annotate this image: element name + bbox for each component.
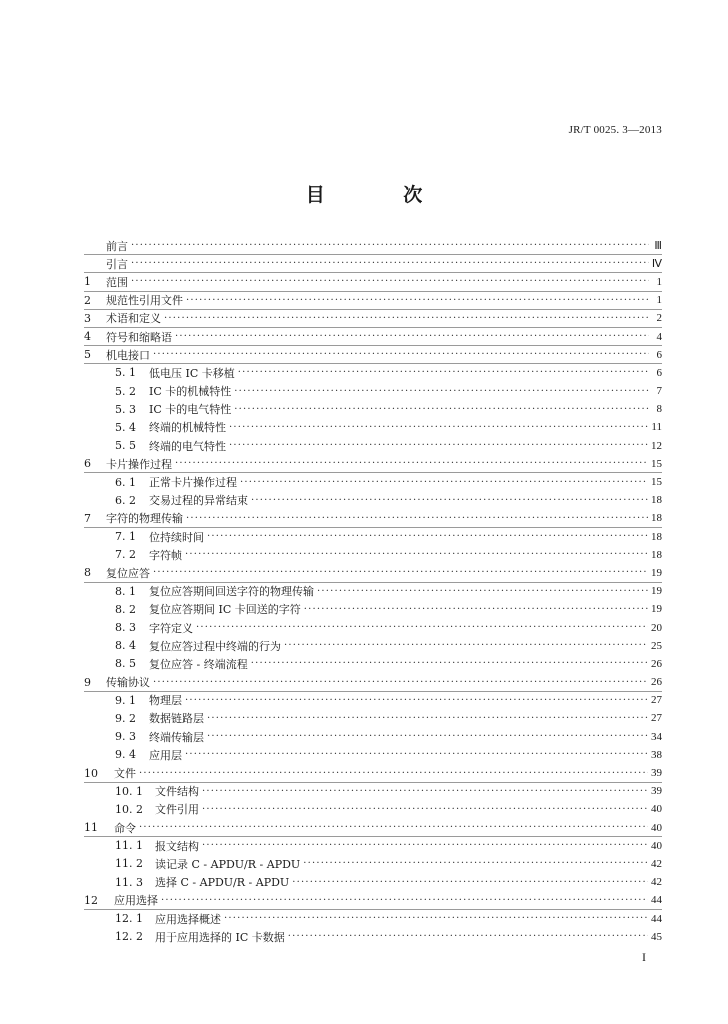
dot-leader (131, 258, 649, 269)
dot-leader (186, 513, 648, 524)
toc-entry-label: 复位应答过程中终端的行为 (149, 639, 281, 653)
toc-subentry[interactable] (84, 619, 662, 637)
toc-entry-number: 10. 2 (115, 802, 143, 816)
toc-subentry[interactable] (84, 637, 662, 655)
toc-subentry[interactable] (84, 801, 662, 819)
toc-entry-number: 8. 5 (115, 657, 136, 671)
toc-entry-page: 7 (656, 385, 662, 398)
dot-leader (202, 804, 648, 815)
toc-entry-page: 15 (651, 476, 662, 489)
toc-entry-number: 8. 1 (115, 584, 136, 598)
toc-entry-number: 6. 2 (115, 493, 136, 507)
toc-entry-label: 文件 (114, 767, 136, 781)
toc-entry-page: 1 (656, 275, 662, 288)
toc-entry-number: 10 (84, 766, 98, 780)
toc-entry-number: 5. 4 (115, 420, 136, 434)
toc-subentry[interactable] (84, 874, 662, 892)
toc-entry-label: 传输协议 (106, 676, 150, 690)
dot-leader (304, 604, 648, 615)
toc-entry[interactable] (84, 819, 662, 837)
dot-leader (240, 477, 648, 488)
toc-subentry[interactable] (84, 528, 662, 546)
toc-entry-number: 5 (84, 348, 91, 362)
toc-entry-label: 符号和缩略语 (106, 330, 172, 344)
toc-entry-label: 应用选择概述 (155, 912, 221, 926)
dot-leader (284, 640, 648, 651)
toc-entry-page: 38 (651, 748, 662, 761)
toc-entry-label: 应用层 (149, 748, 182, 762)
toc-entry-label: 复位应答 (106, 566, 150, 580)
toc-entry-number: 2 (84, 293, 91, 307)
toc-entry-number: 12. 1 (115, 912, 143, 926)
toc-entry-label: 复位应答期间 IC 卡回送的字符 (149, 603, 301, 617)
dot-leader (251, 495, 648, 506)
page-title: 目 次 (305, 184, 459, 206)
toc-entry-page: 2 (656, 312, 662, 325)
toc-entry-page: 1 (656, 294, 662, 307)
toc-entry-page: 34 (651, 730, 662, 743)
dot-leader (317, 586, 648, 597)
toc-entry-page: 44 (651, 894, 662, 907)
toc-entry-label: 规范性引用文件 (106, 294, 183, 308)
toc-entry-number: 9 (84, 675, 91, 689)
toc-entry-label: IC 卡的电气特性 (149, 403, 232, 417)
toc-entry-label: 命令 (114, 821, 136, 835)
dot-leader (202, 840, 648, 851)
dot-leader (234, 404, 649, 415)
toc-entry-page: 19 (651, 585, 662, 598)
toc-entry-label: 选择 C - APDU/R - APDU (155, 876, 290, 890)
dot-leader (303, 858, 648, 869)
toc-entry-page: 18 (651, 512, 662, 525)
toc-entry-label: 正常卡片操作过程 (149, 476, 237, 490)
toc-subentry[interactable] (84, 546, 662, 564)
dot-leader (196, 622, 648, 633)
toc-entry-number: 9. 2 (115, 711, 136, 725)
toc-entry[interactable] (84, 346, 662, 364)
toc-subentry[interactable] (84, 746, 662, 764)
toc-entry-number: 12. 2 (115, 930, 143, 944)
dot-leader (207, 531, 648, 542)
toc-subentry[interactable] (84, 383, 662, 401)
toc-subentry[interactable] (84, 855, 662, 873)
toc-entry-page: 19 (651, 566, 662, 579)
toc-subentry[interactable] (84, 401, 662, 419)
toc-entry-number: 3 (84, 311, 91, 325)
toc-entry-number: 8. 4 (115, 639, 136, 653)
toc-subentry[interactable] (84, 364, 662, 382)
toc-entry-label: 文件引用 (155, 803, 199, 817)
toc-entry-page: 25 (651, 639, 662, 652)
toc-entry-number: 11. 1 (115, 839, 143, 853)
toc-entry-number: 11. 2 (115, 857, 143, 871)
toc-entry-page: 40 (651, 803, 662, 816)
toc-entry-page: 40 (651, 821, 662, 834)
toc-subentry[interactable] (84, 710, 662, 728)
toc-entry-number: 12 (84, 893, 98, 907)
toc-entry-number: 9. 3 (115, 730, 136, 744)
page-number: I (642, 950, 646, 964)
toc-entry-page: 26 (651, 657, 662, 670)
toc-entry[interactable] (84, 510, 662, 528)
toc-entry-number: 6 (84, 457, 91, 471)
toc-entry-label: 复位应答 - 终端流程 (149, 657, 248, 671)
toc-entry-label: 术语和定义 (106, 312, 161, 326)
toc-subentry[interactable] (84, 783, 662, 801)
toc-entry-number: 4 (84, 330, 91, 344)
toc-entry-label: 字符的物理传输 (106, 512, 183, 526)
toc-entry-page: 42 (651, 857, 662, 870)
table-of-contents (84, 237, 662, 946)
dot-leader (139, 822, 648, 833)
toc-entry-page: 11 (651, 421, 662, 434)
dot-leader (153, 349, 649, 360)
toc-subentry[interactable] (84, 419, 662, 437)
toc-entry-label: 文件结构 (155, 785, 199, 799)
toc-entry-page: 26 (651, 676, 662, 689)
dot-leader (164, 313, 649, 324)
toc-entry[interactable] (84, 564, 662, 582)
toc-entry-page: 20 (651, 621, 662, 634)
toc-entry-page: 6 (656, 348, 662, 361)
dot-leader (229, 422, 648, 433)
toc-entry-number: 9. 1 (115, 693, 136, 707)
dot-leader (202, 786, 648, 797)
dot-leader (175, 331, 649, 342)
toc-entry-page: 44 (651, 912, 662, 925)
dot-leader (234, 386, 649, 397)
toc-entry-page: Ⅲ (654, 240, 662, 253)
toc-entry-page: 27 (651, 712, 662, 725)
toc-entry-page: 42 (651, 876, 662, 889)
dot-leader (185, 749, 648, 760)
toc-entry-label: IC 卡的机械特性 (149, 385, 232, 399)
toc-entry-page: 27 (651, 694, 662, 707)
toc-entry-number: 8. 3 (115, 621, 136, 635)
toc-entry-number: 5. 2 (115, 384, 136, 398)
toc-entry-label: 物理层 (149, 694, 182, 708)
toc-subentry[interactable] (84, 655, 662, 673)
toc-entry-page: 19 (651, 603, 662, 616)
dot-leader (238, 367, 649, 378)
toc-entry-page: 45 (651, 930, 662, 943)
toc-entry-page: 39 (651, 785, 662, 798)
toc-entry[interactable] (84, 328, 662, 346)
toc-entry-page: 15 (651, 457, 662, 470)
toc-entry-label: 报文结构 (155, 839, 199, 853)
dot-leader (139, 768, 648, 779)
toc-subentry[interactable] (84, 492, 662, 510)
toc-entry-page: Ⅳ (651, 258, 662, 271)
toc-entry-label: 卡片操作过程 (106, 457, 172, 471)
toc-subentry[interactable] (84, 728, 662, 746)
toc-subentry[interactable] (84, 910, 662, 928)
toc-subentry[interactable] (84, 473, 662, 491)
toc-entry-label: 数据链路层 (149, 712, 204, 726)
toc-entry-number: 1 (84, 275, 91, 289)
toc-entry-label: 复位应答期间回送字符的物理传输 (149, 585, 314, 599)
toc-subentry[interactable] (84, 928, 662, 946)
toc-entry-label: 终端的机械特性 (149, 421, 226, 435)
toc-entry-number: 8 (84, 566, 91, 580)
toc-entry-number: 7. 2 (115, 548, 136, 562)
toc-entry-number: 8. 2 (115, 602, 136, 616)
toc-entry[interactable] (84, 292, 662, 310)
dot-leader (229, 440, 648, 451)
dot-leader (185, 695, 648, 706)
dot-leader (153, 677, 648, 688)
toc-entry-label: 前言 (106, 239, 128, 253)
toc-entry-number: 6. 1 (115, 475, 136, 489)
dot-leader (175, 458, 648, 469)
toc-entry-page: 18 (651, 548, 662, 561)
toc-entry-number: 5. 3 (115, 402, 136, 416)
toc-subentry[interactable] (84, 601, 662, 619)
toc-entry-number: 7 (84, 511, 91, 525)
toc-entry-page: 6 (656, 366, 662, 379)
dot-leader (292, 877, 648, 888)
toc-entry-page: 40 (651, 839, 662, 852)
toc-subentry[interactable] (84, 692, 662, 710)
dot-leader (207, 713, 648, 724)
toc-entry-number: 11. 3 (115, 875, 143, 889)
toc-entry[interactable] (84, 255, 662, 273)
toc-entry-page: 4 (656, 330, 662, 343)
toc-entry-label: 应用选择 (114, 894, 158, 908)
toc-entry-page: 18 (651, 530, 662, 543)
toc-entry-page: 18 (651, 494, 662, 507)
toc-entry-label: 引言 (106, 257, 128, 271)
toc-subentry[interactable] (84, 437, 662, 455)
toc-entry-label: 交易过程的异常结束 (149, 494, 248, 508)
dot-leader (288, 931, 648, 942)
toc-entry[interactable] (84, 764, 662, 782)
toc-entry-label: 机电接口 (106, 348, 150, 362)
toc-entry-label: 字符定义 (149, 621, 193, 635)
dot-leader (186, 295, 649, 306)
toc-entry[interactable] (84, 455, 662, 473)
toc-entry[interactable] (84, 892, 662, 910)
dot-leader (224, 913, 648, 924)
toc-entry-number: 9. 4 (115, 748, 136, 762)
toc-entry-label: 用于应用选择的 IC 卡数据 (155, 930, 285, 944)
toc-entry-label: 低电压 IC 卡移植 (149, 366, 235, 380)
dot-leader (161, 895, 648, 906)
toc-entry-label: 读记录 C - APDU/R - APDU (155, 857, 301, 871)
toc-entry-label: 终端的电气特性 (149, 439, 226, 453)
toc-entry-label: 位持续时间 (149, 530, 204, 544)
dot-leader (185, 549, 648, 560)
toc-entry[interactable] (84, 273, 662, 291)
toc-entry-number: 11 (84, 821, 98, 835)
toc-subentry[interactable] (84, 583, 662, 601)
toc-entry-label: 范围 (106, 275, 128, 289)
toc-entry-page: 39 (651, 767, 662, 780)
toc-entry-number: 10. 1 (115, 784, 143, 798)
dot-leader (153, 567, 648, 578)
toc-entry[interactable] (84, 237, 662, 255)
dot-leader (251, 658, 648, 669)
dot-leader (131, 240, 649, 251)
dot-leader (207, 731, 648, 742)
dot-leader (131, 276, 649, 287)
toc-entry-page: 8 (656, 403, 662, 416)
toc-entry-page: 12 (651, 439, 662, 452)
toc-entry[interactable] (84, 310, 662, 328)
toc-subentry[interactable] (84, 837, 662, 855)
toc-entry-number: 5. 5 (115, 439, 136, 453)
toc-entry-number: 5. 1 (115, 366, 136, 380)
document-code: JR/T 0025. 3—2013 (568, 124, 662, 136)
toc-entry-label: 终端传输层 (149, 730, 204, 744)
toc-entry-label: 字符帧 (149, 548, 182, 562)
toc-entry-number: 7. 1 (115, 530, 136, 544)
toc-entry[interactable] (84, 674, 662, 692)
